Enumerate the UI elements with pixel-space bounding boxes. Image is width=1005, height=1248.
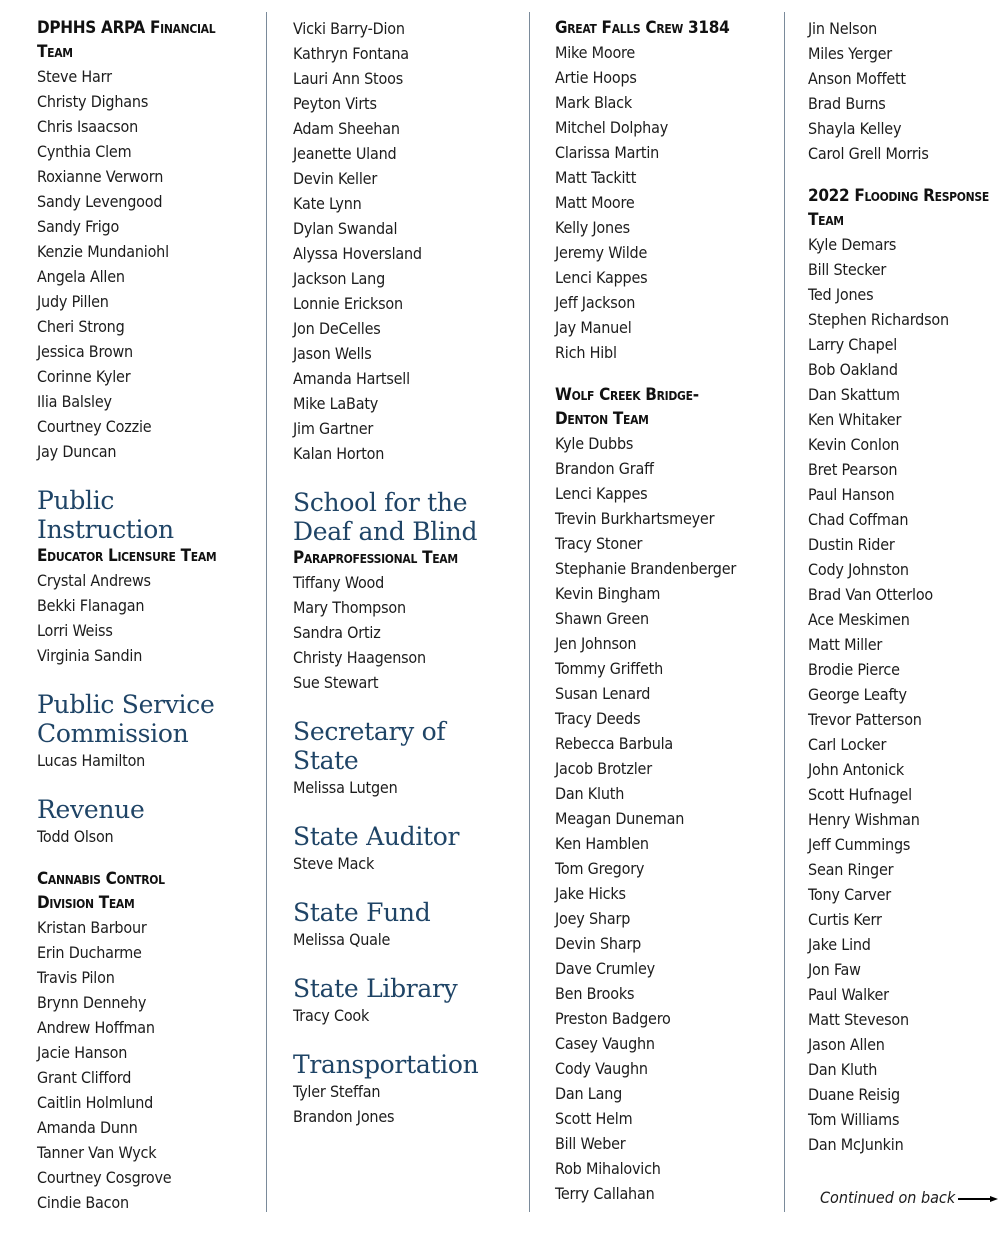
person-name: Brynn Dennehy bbox=[37, 993, 147, 1012]
person-name: Clarissa Martin bbox=[555, 143, 660, 162]
column-3 bbox=[555, 0, 780, 1248]
person-name: Chris Isaacson bbox=[37, 117, 139, 136]
person-name: Melissa Quale bbox=[293, 930, 391, 949]
person-name: Jeremy Wilde bbox=[555, 243, 648, 262]
person-name: Artie Hoops bbox=[555, 68, 637, 87]
person-name: Tom Williams bbox=[808, 1110, 900, 1129]
name-list-wolf-creek bbox=[555, 431, 780, 1206]
person-name: Travis Pilon bbox=[37, 968, 115, 987]
person-name: Matt Tackitt bbox=[555, 168, 637, 187]
agency-heading-public-instruction-cont: Instruction bbox=[37, 515, 174, 544]
person-name: Kelly Jones bbox=[555, 218, 630, 237]
person-name: Terry Callahan bbox=[555, 1184, 655, 1203]
person-name: Sandy Frigo bbox=[37, 217, 120, 236]
person-name: Matt Steveson bbox=[808, 1010, 909, 1029]
person-name: Tracy Stoner bbox=[555, 534, 643, 553]
person-name: Tom Gregory bbox=[555, 859, 645, 878]
person-name: Kevin Conlon bbox=[808, 435, 900, 454]
person-name: Melissa Lutgen bbox=[293, 778, 398, 797]
person-name: Roxianne Verworn bbox=[37, 167, 164, 186]
person-name: Shayla Kelley bbox=[808, 119, 902, 138]
person-name: Angela Allen bbox=[37, 267, 125, 286]
person-name: Bill Stecker bbox=[808, 260, 887, 279]
person-name: Jay Manuel bbox=[555, 318, 632, 337]
person-name: Rebecca Barbula bbox=[555, 734, 674, 753]
person-name: Tyler Steffan bbox=[293, 1082, 381, 1101]
person-name: Shawn Green bbox=[555, 609, 649, 628]
agency-heading-revenue: Revenue bbox=[37, 795, 145, 824]
person-name: Dan Lang bbox=[555, 1084, 623, 1103]
name-list-continued-2 bbox=[808, 16, 1005, 166]
person-name: Paul Walker bbox=[808, 985, 889, 1004]
column-1 bbox=[37, 0, 262, 1248]
person-name: Sean Ringer bbox=[808, 860, 894, 879]
person-name: Rich Hibl bbox=[555, 343, 617, 362]
column-2 bbox=[293, 0, 523, 1248]
team-heading-educator-licensure: Educator Licensure Team bbox=[37, 546, 217, 566]
person-name: Tommy Griffeth bbox=[555, 659, 664, 678]
person-name: Jacob Brotzler bbox=[555, 759, 652, 778]
person-name: Ken Whitaker bbox=[808, 410, 902, 429]
person-name: Paul Hanson bbox=[808, 485, 895, 504]
person-name: Ilia Balsley bbox=[37, 392, 112, 411]
person-name: Trevin Burkhartsmeyer bbox=[555, 509, 715, 528]
agency-heading-transportation: Transportation bbox=[293, 1050, 479, 1079]
name-list-auditor bbox=[293, 851, 523, 876]
person-name: Jason Wells bbox=[293, 344, 372, 363]
person-name: Miles Yerger bbox=[808, 44, 893, 63]
name-list-continued bbox=[293, 16, 523, 466]
person-name: Kyle Demars bbox=[808, 235, 897, 254]
person-name: Steve Harr bbox=[37, 67, 112, 86]
person-name: Alyssa Hoversland bbox=[293, 244, 422, 263]
person-name: Mike Moore bbox=[555, 43, 636, 62]
person-name: Carol Grell Morris bbox=[808, 144, 929, 163]
person-name: Brandon Jones bbox=[293, 1107, 395, 1126]
person-name: Lorri Weiss bbox=[37, 621, 113, 640]
arrow-right-icon bbox=[958, 1196, 998, 1202]
person-name: Judy Pillen bbox=[37, 292, 109, 311]
person-name: Mary Thompson bbox=[293, 598, 406, 617]
person-name: Kalan Horton bbox=[293, 444, 385, 463]
person-name: Larry Chapel bbox=[808, 335, 898, 354]
agency-heading-state-library: State Library bbox=[293, 974, 458, 1003]
person-name: Bekki Flanagan bbox=[37, 596, 145, 615]
person-name: Tracy Deeds bbox=[555, 709, 641, 728]
person-name: Christy Dighans bbox=[37, 92, 149, 111]
team-heading-paraprofessional: Paraprofessional Team bbox=[293, 548, 458, 568]
agency-heading-state-fund: State Fund bbox=[293, 898, 431, 927]
person-name: Ken Hamblen bbox=[555, 834, 649, 853]
name-list-cannabis bbox=[37, 915, 262, 1215]
person-name: Cindie Bacon bbox=[37, 1193, 129, 1212]
name-list-great-falls bbox=[555, 40, 780, 365]
person-name: Sue Stewart bbox=[293, 673, 379, 692]
person-name: Scott Hufnagel bbox=[808, 785, 912, 804]
name-list-transportation bbox=[293, 1079, 523, 1129]
agency-heading-school-deaf-blind-cont: Deaf and Blind bbox=[293, 517, 478, 546]
agency-heading-secretary-of-state-cont: State bbox=[293, 746, 359, 775]
person-name: Dan McJunkin bbox=[808, 1135, 904, 1154]
person-name: Courtney Cosgrove bbox=[37, 1168, 172, 1187]
team-heading-cannabis: Cannabis Control bbox=[37, 869, 165, 889]
person-name: Lenci Kappes bbox=[555, 268, 648, 287]
person-name: Jon Faw bbox=[808, 960, 861, 979]
person-name: Kate Lynn bbox=[293, 194, 362, 213]
team-heading-flooding-cont: Team bbox=[808, 210, 844, 230]
agency-heading-state-auditor: State Auditor bbox=[293, 822, 460, 851]
column-divider bbox=[784, 12, 785, 1212]
agency-heading-school-deaf-blind: School for the bbox=[293, 488, 468, 517]
team-heading-cannabis-cont: Division Team bbox=[37, 893, 135, 913]
person-name: Jin Nelson bbox=[808, 19, 877, 38]
person-name: Tracy Cook bbox=[293, 1006, 370, 1025]
person-name: Corinne Kyler bbox=[37, 367, 131, 386]
name-list-sos bbox=[293, 775, 523, 800]
person-name: Cody Johnston bbox=[808, 560, 909, 579]
person-name: Meagan Duneman bbox=[555, 809, 685, 828]
person-name: Tiffany Wood bbox=[293, 573, 385, 592]
person-name: Carl Locker bbox=[808, 735, 887, 754]
person-name: Cynthia Clem bbox=[37, 142, 132, 161]
person-name: George Leafty bbox=[808, 685, 907, 704]
person-name: Stephen Richardson bbox=[808, 310, 949, 329]
agency-heading-secretary-of-state: Secretary of bbox=[293, 717, 446, 746]
person-name: Dylan Swandal bbox=[293, 219, 398, 238]
person-name: Kristan Barbour bbox=[37, 918, 147, 937]
name-list-dphhs bbox=[37, 64, 262, 464]
person-name: Brad Burns bbox=[808, 94, 886, 113]
person-name: Kyle Dubbs bbox=[555, 434, 634, 453]
person-name: Todd Olson bbox=[37, 827, 114, 846]
agency-heading-public-instruction: Public bbox=[37, 486, 115, 515]
person-name: Scott Helm bbox=[555, 1109, 633, 1128]
person-name: Devin Sharp bbox=[555, 934, 642, 953]
person-name: Joey Sharp bbox=[555, 909, 631, 928]
person-name: Kenzie Mundaniohl bbox=[37, 242, 169, 261]
person-name: Lenci Kappes bbox=[555, 484, 648, 503]
person-name: Sandra Ortiz bbox=[293, 623, 381, 642]
name-list-flooding bbox=[808, 232, 1005, 1157]
column-divider bbox=[529, 12, 530, 1212]
person-name: Mike LaBaty bbox=[293, 394, 379, 413]
team-heading-wolf-creek-cont: Denton Team bbox=[555, 409, 649, 429]
person-name: Cody Vaughn bbox=[555, 1059, 648, 1078]
person-name: Jacie Hanson bbox=[37, 1043, 128, 1062]
person-name: Vicki Barry-Dion bbox=[293, 19, 405, 38]
person-name: Ben Brooks bbox=[555, 984, 635, 1003]
person-name: Susan Lenard bbox=[555, 684, 651, 703]
person-name: Bill Weber bbox=[555, 1134, 626, 1153]
team-heading-great-falls: Great Falls Crew 3184 bbox=[555, 18, 730, 38]
person-name: Preston Badgero bbox=[555, 1009, 671, 1028]
person-name: Erin Ducharme bbox=[37, 943, 142, 962]
person-name: Casey Vaughn bbox=[555, 1034, 655, 1053]
person-name: Caitlin Holmlund bbox=[37, 1093, 154, 1112]
person-name: Adam Sheehan bbox=[293, 119, 400, 138]
person-name: Courtney Cozzie bbox=[37, 417, 152, 436]
person-name: Christy Haagenson bbox=[293, 648, 426, 667]
person-name: Cheri Strong bbox=[37, 317, 125, 336]
person-name: Devin Keller bbox=[293, 169, 378, 188]
person-name: Mitchel Dolphay bbox=[555, 118, 669, 137]
person-name: Matt Miller bbox=[808, 635, 883, 654]
person-name: Mark Black bbox=[555, 93, 633, 112]
person-name: Lucas Hamilton bbox=[37, 751, 146, 770]
continued-on-back-note: Continued on back bbox=[820, 1188, 956, 1207]
person-name: Rob Mihalovich bbox=[555, 1159, 661, 1178]
person-name: Ace Meskimen bbox=[808, 610, 910, 629]
team-heading-dphhs-cont: Team bbox=[37, 42, 73, 62]
person-name: Bret Pearson bbox=[808, 460, 898, 479]
person-name: Jessica Brown bbox=[37, 342, 133, 361]
person-name: Amanda Dunn bbox=[37, 1118, 138, 1137]
person-name: Chad Coffman bbox=[808, 510, 909, 529]
person-name: Trevor Patterson bbox=[808, 710, 922, 729]
name-list-library bbox=[293, 1003, 523, 1028]
person-name: Brandon Graff bbox=[555, 459, 654, 478]
person-name: Andrew Hoffman bbox=[37, 1018, 155, 1037]
person-name: Jeff Cummings bbox=[808, 835, 911, 854]
person-name: Jen Johnson bbox=[555, 634, 637, 653]
person-name: Steve Mack bbox=[293, 854, 375, 873]
column-divider bbox=[266, 12, 267, 1212]
person-name: Anson Moffett bbox=[808, 69, 906, 88]
name-list-fund bbox=[293, 927, 523, 952]
person-name: Kevin Bingham bbox=[555, 584, 661, 603]
person-name: Duane Reisig bbox=[808, 1085, 900, 1104]
person-name: Kathryn Fontana bbox=[293, 44, 409, 63]
person-name: Jeff Jackson bbox=[555, 293, 636, 312]
person-name: Sandy Levengood bbox=[37, 192, 163, 211]
agency-heading-psc: Public Service bbox=[37, 690, 215, 719]
name-list-educator bbox=[37, 568, 262, 668]
person-name: Jackson Lang bbox=[293, 269, 386, 288]
person-name: Dave Crumley bbox=[555, 959, 655, 978]
name-list-revenue bbox=[37, 824, 262, 849]
person-name: Curtis Kerr bbox=[808, 910, 882, 929]
person-name: Lauri Ann Stoos bbox=[293, 69, 404, 88]
person-name: Jeanette Uland bbox=[293, 144, 397, 163]
person-name: Ted Jones bbox=[808, 285, 874, 304]
name-list-paraprofessional bbox=[293, 570, 523, 695]
team-heading-dphhs: DPHHS ARPA Financial bbox=[37, 18, 216, 38]
person-name: Dan Kluth bbox=[555, 784, 625, 803]
person-name: Brad Van Otterloo bbox=[808, 585, 934, 604]
person-name: Matt Moore bbox=[555, 193, 635, 212]
person-name: Tanner Van Wyck bbox=[37, 1143, 157, 1162]
person-name: Brodie Pierce bbox=[808, 660, 900, 679]
column-4 bbox=[808, 0, 1005, 1248]
team-heading-wolf-creek: Wolf Creek Bridge- bbox=[555, 385, 699, 405]
person-name: Jake Hicks bbox=[555, 884, 626, 903]
person-name: Stephanie Brandenberger bbox=[555, 559, 737, 578]
agency-heading-psc-cont: Commission bbox=[37, 719, 189, 748]
person-name: Dan Skattum bbox=[808, 385, 900, 404]
person-name: Henry Wishman bbox=[808, 810, 920, 829]
person-name: Dustin Rider bbox=[808, 535, 895, 554]
person-name: Dan Kluth bbox=[808, 1060, 878, 1079]
person-name: Jason Allen bbox=[808, 1035, 885, 1054]
name-list-psc bbox=[37, 748, 262, 773]
person-name: Jake Lind bbox=[808, 935, 871, 954]
person-name: Jay Duncan bbox=[37, 442, 117, 461]
person-name: Crystal Andrews bbox=[37, 571, 151, 590]
person-name: Grant Clifford bbox=[37, 1068, 132, 1087]
person-name: Tony Carver bbox=[808, 885, 891, 904]
team-heading-flooding: 2022 Flooding Response bbox=[808, 186, 989, 206]
person-name: Jim Gartner bbox=[293, 419, 374, 438]
person-name: Peyton Virts bbox=[293, 94, 377, 113]
person-name: Virginia Sandin bbox=[37, 646, 143, 665]
person-name: Amanda Hartsell bbox=[293, 369, 410, 388]
person-name: Jon DeCelles bbox=[293, 319, 381, 338]
person-name: John Antonick bbox=[808, 760, 905, 779]
person-name: Lonnie Erickson bbox=[293, 294, 403, 313]
person-name: Bob Oakland bbox=[808, 360, 898, 379]
